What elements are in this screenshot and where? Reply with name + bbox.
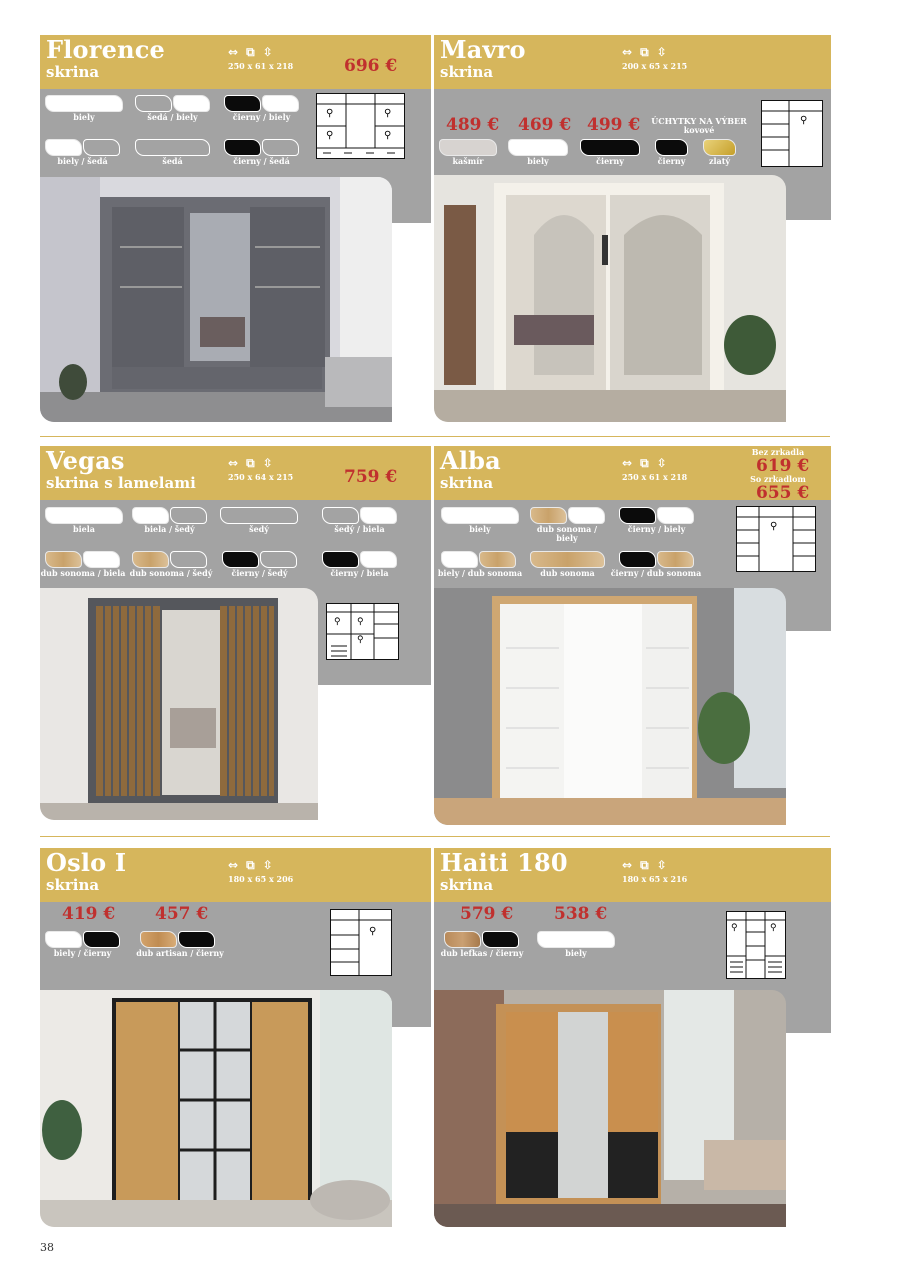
swatch-label: čierny / biely: [627, 524, 686, 534]
price: 457 €: [155, 904, 209, 924]
swatch-label: biely / šedá: [57, 156, 108, 166]
price: 579 €: [460, 904, 514, 924]
color-swatch[interactable]: [132, 507, 169, 524]
handle-swatch[interactable]: [703, 139, 736, 156]
width-arrows-icon: ⇔: [228, 456, 239, 470]
color-swatch[interactable]: [45, 139, 82, 156]
color-swatch[interactable]: [135, 139, 210, 156]
color-swatch[interactable]: [530, 551, 605, 568]
product-title: Vegas: [46, 446, 125, 475]
svg-text:⚲: ⚲: [731, 923, 738, 933]
color-swatch[interactable]: [45, 551, 82, 568]
interior-diagram-drawing: [727, 912, 785, 978]
color-swatch[interactable]: [262, 95, 299, 112]
product-card-vegas: [40, 446, 431, 833]
product-subtitle: skrina s lamelami: [46, 474, 196, 492]
product-subtitle: skrina: [440, 876, 494, 894]
color-swatch[interactable]: [83, 551, 120, 568]
depth-cube-icon: ⧉: [246, 456, 255, 470]
height-arrows-icon: ⇳: [656, 456, 667, 470]
height-arrows-icon: ⇳: [656, 45, 667, 59]
color-swatch[interactable]: [441, 507, 519, 524]
swatch-label: šedá / biely: [147, 112, 198, 122]
swatch-label: šedý / biela: [334, 524, 385, 534]
color-swatch[interactable]: [135, 95, 172, 112]
swatch-label: šedý: [249, 524, 269, 534]
width-arrows-icon: ⇔: [228, 858, 239, 872]
svg-text:⚲: ⚲: [770, 521, 778, 532]
swatch-label: dub sonoma / biela: [40, 568, 126, 578]
product-photo: [434, 990, 786, 1227]
svg-text:⚲: ⚲: [357, 617, 364, 627]
swatch-label: biela / šedý: [144, 524, 195, 534]
dimensions-text: 250 x 61 x 218: [622, 472, 688, 482]
svg-text:⚲: ⚲: [384, 108, 392, 119]
color-swatch[interactable]: [83, 139, 120, 156]
product-card-mavro: [434, 35, 825, 422]
price-label: Bez zrkadla: [751, 447, 805, 457]
color-swatch[interactable]: [222, 551, 259, 568]
dimensions: [228, 457, 293, 482]
dimensions: [228, 46, 293, 71]
depth-cube-icon: ⧉: [640, 45, 649, 59]
dimensions-text: 180 x 65 x 216: [622, 874, 688, 884]
swatch-label: dub sonoma / šedý: [129, 568, 213, 578]
swatch-label: šedá: [162, 156, 183, 166]
dimensions-text: 180 x 65 x 206: [228, 874, 294, 884]
interior-diagram: [326, 603, 399, 660]
product-title: Mavro: [440, 35, 526, 64]
product-subtitle: skrina: [440, 474, 494, 492]
interior-diagram-drawing: [327, 604, 398, 659]
product-title: Haiti 180: [440, 848, 568, 877]
color-swatch[interactable]: [322, 507, 359, 524]
swatch-label: čierny / šedá: [233, 156, 290, 166]
depth-cube-icon: ⧉: [640, 858, 649, 872]
price: 499 €: [587, 115, 641, 135]
color-swatch[interactable]: [322, 551, 359, 568]
height-arrows-icon: ⇳: [262, 858, 273, 872]
color-swatch[interactable]: [170, 551, 207, 568]
color-swatch[interactable]: [260, 551, 297, 568]
product-header: [40, 446, 431, 500]
interior-diagram-drawing: [762, 101, 822, 166]
height-arrows-icon: ⇳: [262, 456, 273, 470]
price: 538 €: [554, 904, 608, 924]
dimensions-text: 250 x 64 x 215: [228, 472, 294, 482]
svg-text:⚲: ⚲: [384, 130, 392, 141]
price: 696 €: [344, 56, 398, 76]
width-arrows-icon: ⇔: [622, 858, 633, 872]
width-arrows-icon: ⇔: [622, 456, 633, 470]
price: 489 €: [446, 115, 500, 135]
product-header: [40, 35, 431, 89]
color-swatch[interactable]: [178, 931, 215, 948]
color-swatch[interactable]: [45, 931, 82, 948]
color-swatch[interactable]: [132, 551, 169, 568]
color-swatch[interactable]: [568, 507, 605, 524]
width-arrows-icon: ⇔: [228, 45, 239, 59]
page-number: 38: [40, 1241, 54, 1254]
product-header: [434, 848, 831, 902]
swatch-label: dub sonoma / biely: [536, 524, 598, 543]
product-subtitle: skrina: [46, 876, 100, 894]
price: 469 €: [518, 115, 572, 135]
color-swatch[interactable]: [45, 507, 123, 524]
color-swatch[interactable]: [262, 139, 299, 156]
product-card-florence: [40, 35, 431, 422]
product-header: [40, 848, 431, 902]
product-title: Oslo I: [46, 848, 127, 877]
interior-diagram: [726, 911, 786, 979]
color-swatch[interactable]: [444, 931, 481, 948]
swatch-label: biely: [527, 156, 549, 166]
color-swatch[interactable]: [508, 139, 568, 156]
product-title: Alba: [440, 446, 501, 475]
price-label: So zrkadlom: [750, 474, 806, 484]
svg-text:⚲: ⚲: [326, 130, 334, 141]
price: 759 €: [344, 467, 398, 487]
color-swatch[interactable]: [482, 931, 519, 948]
color-swatch[interactable]: [657, 551, 694, 568]
swatch-label: biely: [73, 112, 95, 122]
product-title: Florence: [46, 35, 166, 64]
dimensions: [228, 859, 293, 884]
swatch-label: biely: [565, 948, 587, 958]
color-swatch[interactable]: [580, 139, 640, 156]
product-photo: [434, 175, 786, 422]
dimensions-text: 200 x 65 x 215: [622, 61, 688, 71]
color-swatch[interactable]: [619, 551, 656, 568]
color-swatch[interactable]: [441, 551, 478, 568]
color-swatch[interactable]: [530, 507, 567, 524]
swatch-label: dub sonoma: [540, 568, 595, 578]
height-arrows-icon: ⇳: [262, 45, 273, 59]
handle-swatch[interactable]: [655, 139, 688, 156]
color-swatch[interactable]: [173, 95, 210, 112]
product-card-alba: [434, 446, 825, 833]
height-arrows-icon: ⇳: [656, 858, 667, 872]
color-swatch[interactable]: [479, 551, 516, 568]
color-swatch[interactable]: [619, 507, 656, 524]
color-swatch[interactable]: [45, 95, 123, 112]
product-photo: [434, 588, 786, 825]
color-swatch[interactable]: [657, 507, 694, 524]
depth-cube-icon: ⧉: [246, 858, 255, 872]
color-swatch[interactable]: [224, 95, 261, 112]
interior-diagram-drawing: [317, 94, 404, 158]
svg-text:⚲: ⚲: [770, 923, 777, 933]
product-photo: [40, 990, 392, 1227]
interior-diagram-drawing: [737, 507, 815, 571]
swatch-label: čierny / dub sonoma: [610, 568, 702, 578]
product-subtitle: skrina: [46, 63, 100, 81]
product-subtitle: skrina: [440, 63, 494, 81]
swatch-label: čierny: [596, 156, 624, 166]
swatch-label: kašmír: [452, 156, 484, 166]
color-swatch[interactable]: [360, 551, 397, 568]
svg-text:⚲: ⚲: [800, 115, 808, 126]
product-header: [434, 35, 831, 89]
swatch-label: biely / dub sonoma: [437, 568, 523, 578]
color-swatch[interactable]: [224, 139, 261, 156]
section-divider: [40, 436, 830, 437]
interior-diagram: [316, 93, 405, 159]
color-swatch[interactable]: [360, 507, 397, 524]
depth-cube-icon: ⧉: [246, 45, 255, 59]
interior-diagram: [736, 506, 816, 572]
color-swatch[interactable]: [83, 931, 120, 948]
svg-text:⚲: ⚲: [326, 108, 334, 119]
product-header: [434, 446, 831, 503]
color-swatch[interactable]: [170, 507, 207, 524]
dimensions: [622, 46, 687, 71]
svg-text:⚲: ⚲: [369, 926, 377, 937]
price: 619 €: [756, 456, 810, 476]
interior-diagram-drawing: [331, 910, 391, 975]
width-arrows-icon: ⇔: [622, 45, 633, 59]
color-swatch[interactable]: [537, 931, 615, 948]
swatch-label: čierny / biely: [232, 112, 291, 122]
dimensions: [622, 859, 687, 884]
price: 419 €: [62, 904, 116, 924]
product-card-haiti-180: [434, 848, 825, 1235]
svg-text:⚲: ⚲: [334, 617, 341, 627]
swatch-label: biela: [73, 524, 95, 534]
swatch-label: čierny: [657, 156, 686, 166]
color-swatch[interactable]: [140, 931, 177, 948]
price: 655 €: [756, 483, 810, 503]
interior-diagram: [761, 100, 823, 167]
swatch-label: biely: [469, 524, 491, 534]
swatch-label: dub lefkas / čierny: [440, 948, 524, 958]
svg-text:⚲: ⚲: [357, 635, 364, 645]
interior-diagram: [330, 909, 392, 976]
color-swatch[interactable]: [220, 507, 298, 524]
dimensions-text: 250 x 61 x 218: [228, 61, 294, 71]
swatch-label: zlatý: [708, 156, 731, 166]
section-divider: [40, 836, 830, 837]
product-photo: [40, 588, 318, 820]
product-card-oslo-i: [40, 848, 431, 1235]
product-photo: [40, 177, 392, 422]
swatch-label: dub artisan / čierny: [136, 948, 224, 958]
handles-note: ÚCHYTKY NA VÝBER kovové: [651, 116, 747, 135]
swatch-label: čierny / šedý: [231, 568, 288, 578]
swatch-label: biely / čierny: [53, 948, 112, 958]
color-swatch[interactable]: [439, 139, 497, 156]
depth-cube-icon: ⧉: [640, 456, 649, 470]
swatch-label: čierny / biela: [330, 568, 389, 578]
dimensions: [622, 457, 687, 482]
